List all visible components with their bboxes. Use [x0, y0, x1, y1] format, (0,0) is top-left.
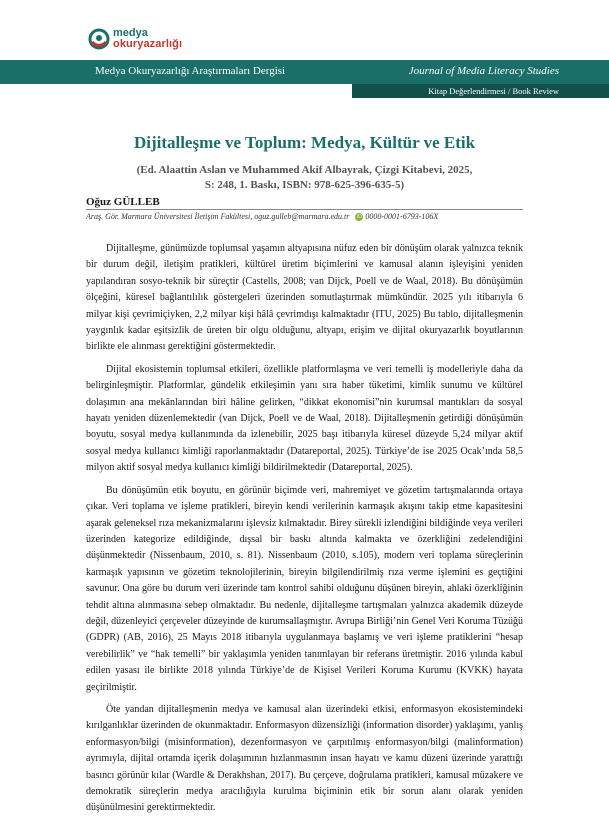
- book-meta: [0, 163, 609, 193]
- body-paragraph: Bu dönüşümün etik boyutu, en görünür biçimde veri, mahremiyet ve gözetim tartışmalarında ortaya çıkar. Veri toplama ve işleme pratikleri, bireyin kendi verilerinin karmaşık akışını takip etme kapasitesini aşarak geleneksel rıza mekanizmalarını işlevsiz kılmaktadır. Birey sürekli izlendiğini bildiğinde veya verileri üzerinden kategorize edildiğinde, dışsal bir baskı altında kalmakta ve özerkliğini zedelendiğini düşünmektedir (Nissenbaum, 2010, s. 81). Nissenbaum (2010, s.105), modern veri toplama süreçlerinin karmaşık yapısının ve gözetim teknolojilerinin, bireyin bilgilendirilmiş rıza verme işlemini es geçtiğini savunur. Ona göre bu durum veri üzerinde tam kontrol sahibi olduğunu düşünen bireyin, ahlaki özerkliğinin tehdit altına alınmasına sebep olmaktadır. Bu nedenle, dijitalleşme tartışmaları yalnızca akademik düzeyde değil, düzenleyici çerçeveler düzeyinde de kurumsallaşmıştır. Avrupa Birliği’nin Genel Veri Koruma Tüzüğü (GDPR) (AB, 2016), 25 Mayıs 2018 itibarıyla uygulanmaya başlamış ve veri işleme pratiklerini “hesap verebilirlik” ve “hak temelli” bir yaklaşımla yeniden tanımlayan bir referans üretmiştir. 2016 yılında kabul edilen yasası ile birlikte 2018 yılında Türkiye’de de Kişisel Verileri Koruma Kurumu (KVKK) hayata geçirilmiştir.: [86, 484, 523, 693]
- body-paragraph: Dijital ekosistemin toplumsal etkileri, özellikle platformlaşma ve veri temelli iş modelleriyle daha da belirginleşmiştir. Platformlar, gündelik etkileşimin yanı sıra haber tüketimi, kimlik sunumu ve kültürel dolaşımın ana mekânlarından biri hâline gelirken, “dikkat ekonomisi”nin kurumsal mantıkları da sosyal hayatı yeniden düzenlemektedir (van Dijck, Poell ve de Waal, 2018). Dijitalleşmenin getirdiği dönüşümün boyutu, sosyal medya kullanımında da izlenebilir, 2025 başı itibarıyla küresel düzeyde 5,24 milyar aktif sosyal medya kullanıcı kimliği raporlanmaktadır (Datareportal, 2025). Türkiye’de ise 2025 Ocak’ında 58,5 milyon aktif sosyal medya kullanıcı kimliği bildirilmektedir (Datareportal, 2025).: [86, 363, 523, 474]
- journal-title-en: Journal of Media Literacy Studies: [408, 65, 559, 77]
- article-title: Dijitalleşme ve Toplum: Medya, Kültür ve Etik: [133, 133, 476, 152]
- author-divider: [86, 209, 523, 210]
- orcid-id[interactable]: 0000-0001-6793-106X: [365, 212, 439, 221]
- author-name: Oğuz GÜLLEB: [86, 196, 160, 208]
- logo-text-medya: medya: [113, 27, 148, 39]
- logo-text-okuryazarligi: okuryazarlığı: [113, 38, 183, 50]
- journal-title-tr: Medya Okuryazarlığı Araştırmaları Dergisi: [95, 65, 286, 77]
- author-affiliation-row: [86, 212, 438, 221]
- body-paragraph: Dijitalleşme, günümüzde toplumsal yaşamın altyapısına nüfuz eden bir dönüşüm olarak yalnızca teknik bir durum değil, iletişim pratikleri, kültürel üretim biçimlerini ve kamusal alanın işleyişini yeniden yapılandıran sosyo-teknik bir süreçtir (Castells, 2008; van Dijck, Poell ve de Waal, 2018). Bu dönüşümün ölçeğini, küresel bağlantılılık göstergeleri üzerinden somutlaştırmak mümkündür. 2025 yılı itibarıyla 6 milyar kişi çevrimiçiyken, 2,2 milyar kişi hâlâ çevrimdışı kalmaktadır (ITU, 2025) Bu tablo, dijitalleşmenin yaygınlık kadar eşitsizlik de üreten bir olgu olduğunu, altyapı, erişim ve dijital okuryazarlık boyutlarının birlikte ele alınması gerektiğini göstermektedir.: [86, 243, 523, 353]
- journal-logo: [88, 28, 182, 50]
- book-meta-line1: (Ed. Alaattin Aslan ve Muhammed Akif Albayrak, Çizgi Kitabevi, 2025,: [136, 164, 473, 176]
- logo-icon: [88, 28, 110, 50]
- orcid-icon: iD: [356, 213, 362, 220]
- author-affiliation: Araş. Gör. Marmara Üniversitesi İletişim Fakültesi, oguz.gulleb@marmara.edu.tr: [86, 212, 350, 221]
- book-meta-line2: S: 248, 1. Baskı, ISBN: 978-625-396-635-5): [204, 179, 405, 191]
- section-label: Kitap Değerlendirmesi / Book Review: [428, 86, 559, 96]
- article-body: [86, 241, 523, 823]
- body-paragraph: Öte yandan dijitalleşmenin medya ve kamusal alan üzerindeki etkisi, enformasyon ekosistemindeki kırılganlıklar üzerinden de okunmaktadır. Enformasyon düzensizliği (information disorder) yaklaşımı, yanlış enformasyon/bilgi (misinformation), dezenformasyon ve çarpıtılmış enformasyon/bilgi (malinformation) ayrımıyla, dijital ortamda içerik dolaşımının hızlanmasının insan hayatı ve kamu düzeni üzerinde yarattığı basıncı görünür kılar (Wardle & Derakhshan, 2017). Bu çerçeve, doğrulama pratikleri, kamusal müzakere ve demokratik süreçlerin medya aracılığıyla kurulma biçiminin etik bir sorun alanı olarak yeniden düşünülmesini gerektirmektedir.: [86, 703, 523, 814]
